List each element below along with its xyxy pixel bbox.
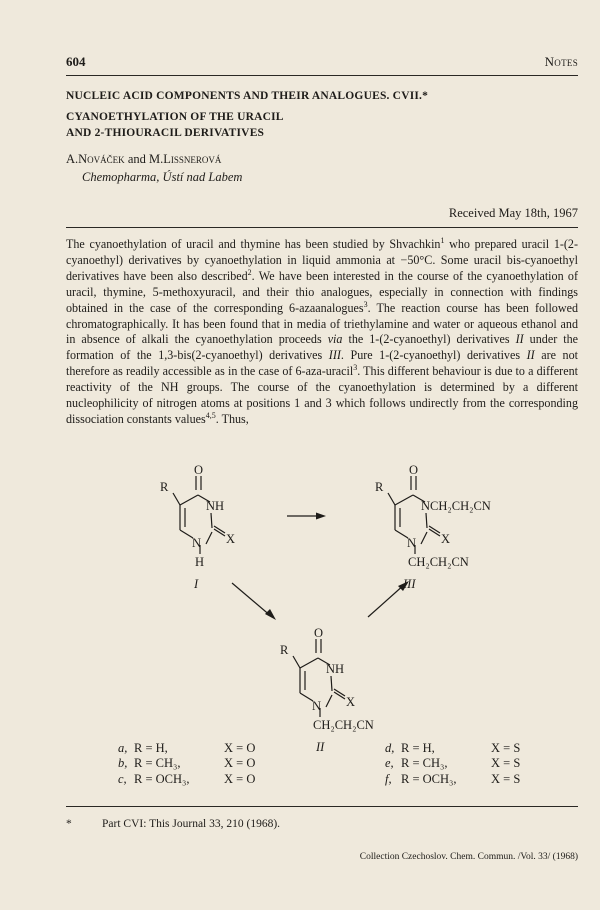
compound-label-ii: II [316,740,325,754]
atom-ch2ch2cn: CH₂CH₂CN [313,718,374,732]
footnote-marker: * [66,818,72,830]
article-title-line-1: NUCLEIC ACID COMPONENTS AND THEIR ANALOGUES. CVII.* [66,90,429,102]
citation: 2 [247,267,252,277]
compound-ref: III [328,348,341,363]
atom-n: N [407,536,417,550]
atom-o: O [409,463,419,477]
author-conjunction: and [127,152,146,166]
journal-reference: Collection Czechoslov. Chem. Commun. /Vol. 33/ (1968) [359,852,578,862]
atom-x: X [441,532,451,546]
compound-ref: II [526,348,535,363]
atom-x: X [226,532,236,546]
atom-n: N [192,536,202,550]
article-title-line-3: AND 2-THIOURACIL DERIVATIVES [66,127,265,139]
footnote-rule [66,806,578,807]
substituent-legend-left [118,741,255,787]
atom-nh: NH [326,662,345,676]
atom-r: R [375,480,384,494]
atom-nch2ch2cn: NCH₂CH₂CN [421,499,491,513]
atom-nh: NH [206,499,225,513]
compound-label-iii: III [403,577,416,591]
legend-row: a, R = H, X = O [118,741,256,755]
author-2: M.Lissnerová [149,152,222,166]
atom-r: R [280,643,289,657]
legend-row: f, R = OCH₃, X = S [385,771,521,786]
legend-row: e, R = CH₃, X = S [385,756,521,771]
compound-ref: II [515,332,524,347]
body-paragraph: The cyanoethylation of uracil and thymine has been studied by Shvachkin$^1$ who prepared uracil 1-(2-cyanoethyl) derivatives by cyanoethylation in liquid ammonia at −50°C. Some uracil bis-cyanoethyl derivatives have been also described$^2$. We have been interested in the course of the cyanoethylation of uracil, thymine, 5-methoxyuracil, and their thio analogues, especially in connection with findings obtained in the case of the corresponding 6-azaanalogues$^3$. The reaction course has been followed chromatographically. It has been found that in media of triethylamine and water or aqueous ethanol and in absence of alkali the cyanoethylation proceeds via the 1-(2-cyanoethyl) derivatives II under the formation of the 1,3-bis(2-cyanoethyl) derivatives III. Pure 1-(2-cyanoethyl) derivatives II are not therefore as readily accessible as in the case of 6-aza-uracil$^3$. This different behaviour is due to a different reactivity of the NH groups. The course of the cyanoethylation is determined by a different nucleophilicity of nitrogen atoms at positions 1 and 3 which follows undirectly from the corresponding dissociation constants values$^{4,5}$. Thus, [66,235,579,426]
citation: 3 [353,363,358,373]
citation: 4,5 [205,410,216,420]
atom-o: O [314,626,324,640]
compound-label-i: I [194,577,199,591]
received-date: Received May 18th, 1967 [448,206,578,220]
legend-row: d, R = H, X = S [385,741,521,755]
atom-x: X [346,695,356,709]
section-name: Notes [544,54,578,69]
legend-row: b, R = CH₃, X = O [118,756,256,771]
legend-row: c, R = OCH₃, X = O [118,771,256,786]
footnote-text: Part CVI: This Journal 33, 210 (1968). [102,818,281,830]
citation: 1 [440,235,445,245]
article-title-line-2: CYANOETHYLATION OF THE URACIL [66,111,284,123]
atom-ch2ch2cn: CH₂CH₂CN [408,555,469,569]
citation: 3 [363,299,368,309]
atom-h: H [195,555,205,569]
atom-o: O [194,463,204,477]
footnote [66,818,280,830]
substituent-legend-right [385,741,520,787]
atom-r: R [160,480,169,494]
page-number: 604 [66,54,86,69]
atom-n: N [312,699,322,713]
affiliation: Chemopharma, Ústí nad Labem [82,170,243,184]
author-1: A.Nováček [66,152,125,166]
